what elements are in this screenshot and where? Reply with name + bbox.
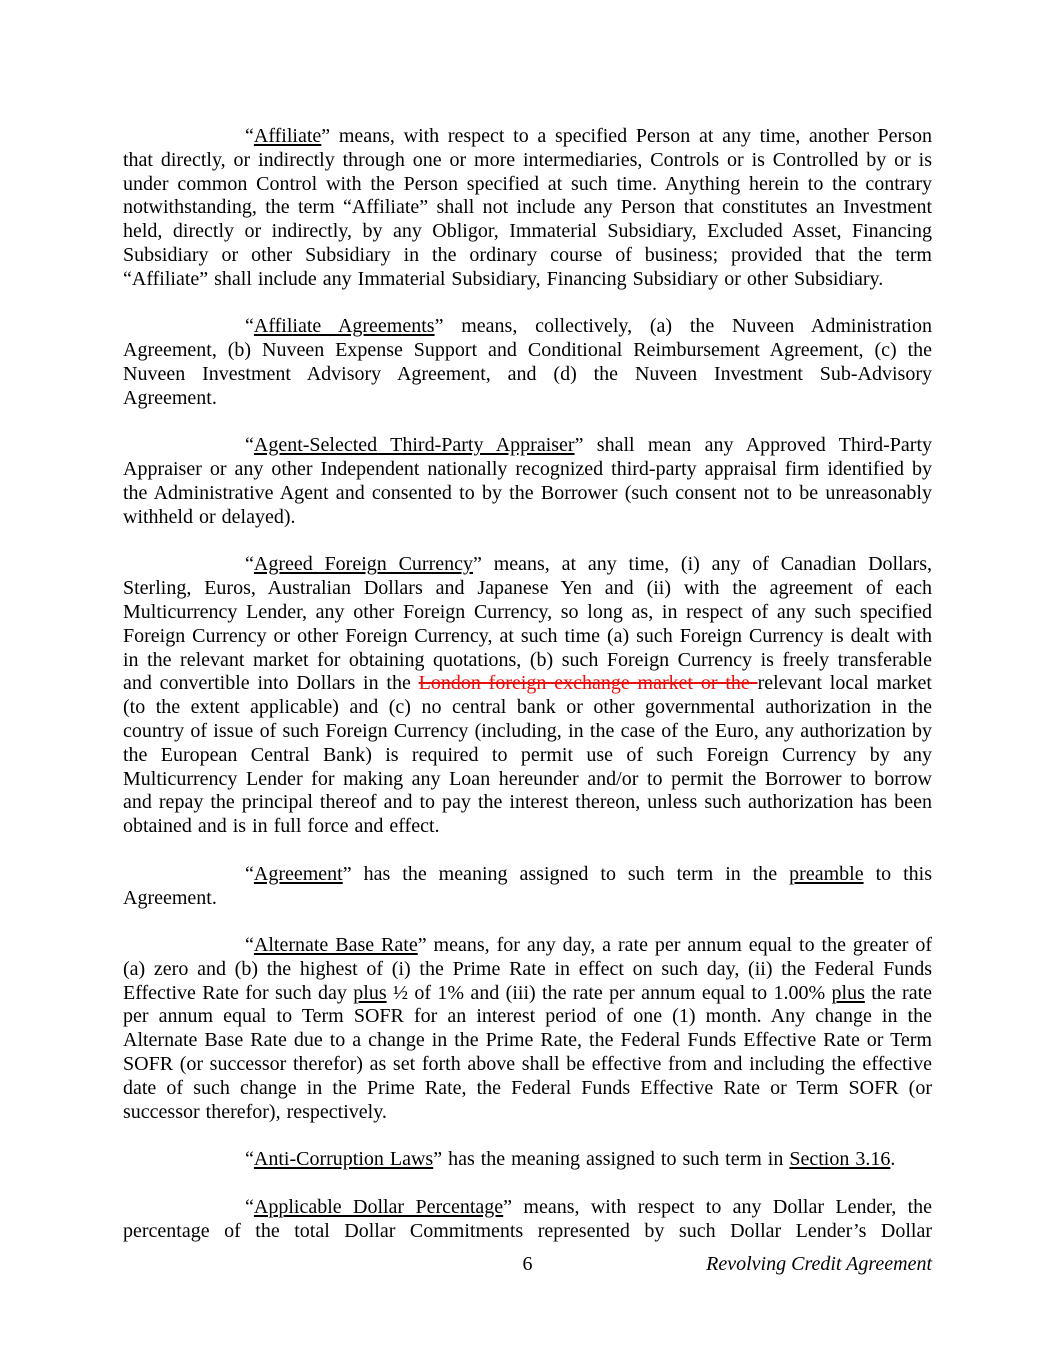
paragraph-applicable-dollar-percentage [123,1196,932,1244]
document-body [123,125,932,1267]
text-segment: “ [245,434,254,457]
text-segment: the rate per annum equal to Term SOFR for an interest period of one (1) month. Any change in the Alternate Base Rate due to a change in the Prime Rate, the Federal Funds Effective Rate or Term SOFR (or successor therefor) as set forth above shall be effective from and including the effective date of such change in the Prime Rate, the Federal Funds Effective Rate or Term SOFR (or successor therefor), respectively. [123,981,933,1123]
underlined-text: Affiliate Agreements [253,315,435,338]
text-segment: “ [245,1148,254,1171]
text-segment: . [890,1148,896,1171]
paragraph-affiliate-agreements [123,315,932,410]
underlined-text: Agent-Selected Third-Party Appraiser [253,434,575,457]
paragraph-alternate-base-rate [123,934,932,1124]
text-segment: ” has the meaning assigned to such term in the [342,862,790,885]
text-segment: “ [245,315,254,338]
underlined-text: preamble [789,862,864,885]
text-segment: “ [245,1195,254,1218]
paragraph-agreement [123,863,932,911]
underlined-text: Affiliate [253,125,322,147]
text-segment: ” means, for any day, a rate per annum equal to the greater of (a) zero and (b) the highest of (i) the Prime Rate in effect on such day, (ii) the Federal Funds Effective Rate for such day [123,934,932,1004]
text-segment: ” means, collectively, (a) the Nuveen Administration Agreement, (b) Nuveen Expense Support and Conditional Reimbursement Agreement, (c) the Nuveen Investment Advisory Agreement, and (d) the Nuveen Investment Sub-Advisory Agreement. [123,315,932,409]
paragraph-affiliate [123,125,932,292]
page-number: 6 [522,1253,533,1275]
text-segment: ” means, at any time, (i) any of Canadian Dollars, Sterling, Euros, Australian Dollars and Japanese Yen and (ii) with the agreement of each Multicurrency Lender, any other Foreign Currency, so long as, in respect of any such specified Foreign Currency or other Foreign Currency, at such time (a) such Foreign Currency is dealt with in the relevant market for obtaining quotations, (b) such Foreign Currency is freely transferable and convertible into Dollars in the [123,553,932,695]
underlined-text: plus [353,981,387,1004]
text-segment: ” means, with respect to any Dollar Lender, the percentage of the total Dollar Commitments represented by such Dollar Lender’s Dollar [123,1195,932,1242]
underlined-text: Applicable Dollar Percentage [253,1195,504,1218]
paragraph-anti-corruption-laws [123,1148,932,1172]
paragraph-agreed-foreign-currency [123,553,932,839]
underlined-text: Agreed Foreign Currency [253,553,474,576]
footer-doc-title: Revolving Credit Agreement [706,1253,932,1275]
underlined-text: plus [831,981,865,1004]
text-segment: ” has the meaning assigned to such term in [433,1148,790,1171]
underlined-text: Anti-Corruption Laws [253,1148,434,1171]
redline-deleted-text: London foreign exchange market or the [418,672,758,695]
text-segment: “ [245,553,254,576]
underlined-text: Agreement [253,862,343,885]
text-segment: relevant local market (to the extent applicable) and (c) no central bank or other governmental authorization in the country of issue of such Foreign Currency (including, in the case of the Euro, any authorization by the European Central Bank) is required to permit use of such Foreign Currency by any Multicurrency Lender for making any Loan hereunder and/or to permit the Borrower to borrow and repay the principal thereof and to pay the interest thereon, unless such authorization has been obtained and is in full force and effect. [123,672,932,838]
text-segment: ” shall mean any Approved Third-Party Appraiser or any other Independent nationally recognized third-party appraisal firm identified by the Administrative Agent and consented to by the Borrower (such consent not to be unreasonably withheld or delayed). [123,434,932,528]
page-footer [123,1252,932,1278]
text-segment: to this Agreement. [123,862,932,909]
underlined-text: Section 3.16 [789,1148,891,1171]
text-segment: ½ of 1% and (iii) the rate per annum equal to 1.00% [386,981,832,1004]
underlined-text: Alternate Base Rate [253,934,418,957]
text-segment: “ [245,125,254,147]
text-segment: “ [245,862,254,885]
text-segment: ” means, with respect to a specified Person at any time, another Person that directly, or indirectly through one or more intermediaries, Controls or is Controlled by or is under common Control with the Person specified at such time. Anything herein to the contrary notwithstanding, the term “Affiliate” shall not include any Person that constitutes an Investment held, directly or indirectly, by any Obligor, Immaterial Subsidiary, Excluded Asset, Financing Subsidiary or other Subsidiary in the ordinary course of business; provided that the term “Affiliate” shall include any Immaterial Subsidiary, Financing Subsidiary or other Subsidiary. [123,125,932,290]
text-segment: “ [245,934,254,957]
paragraph-agent-selected-third-party-appraiser [123,434,932,529]
